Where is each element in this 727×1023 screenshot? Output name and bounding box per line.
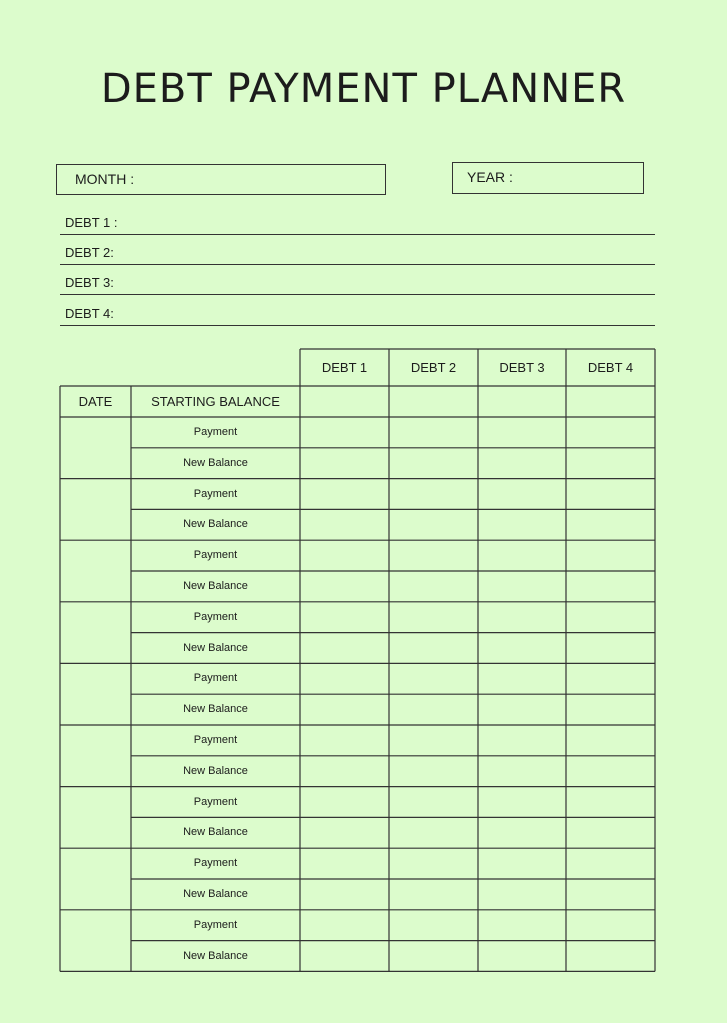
new-balance-row-label: New Balance bbox=[183, 949, 248, 962]
debt-line-label: DEBT 2: bbox=[65, 245, 114, 260]
payment-row-label: Payment bbox=[193, 610, 238, 623]
new-balance-row-label: New Balance bbox=[183, 456, 248, 469]
new-balance-row-label: New Balance bbox=[183, 888, 248, 900]
year-label: YEAR : bbox=[467, 169, 513, 185]
payment-row-label: Payment bbox=[193, 857, 238, 870]
debt-column-header: DEBT 4 bbox=[587, 360, 634, 375]
starting-balance-column-header: STARTING BALANCE bbox=[151, 394, 280, 409]
new-balance-row-label: New Balance bbox=[183, 703, 248, 716]
date-column-header: DATE bbox=[78, 394, 113, 409]
payment-row-label: Payment bbox=[193, 487, 238, 500]
debt-column-header: DEBT 3 bbox=[499, 360, 545, 375]
new-balance-row-label: New Balance bbox=[183, 764, 248, 777]
new-balance-row-label: New Balance bbox=[183, 826, 248, 839]
new-balance-row-label: New Balance bbox=[183, 580, 248, 592]
debt-line-label: DEBT 1 : bbox=[65, 215, 118, 230]
debt-line-label: DEBT 3: bbox=[65, 275, 114, 290]
debt-line-label: DEBT 4: bbox=[65, 306, 114, 321]
page-title: DEBT PAYMENT PLANNER bbox=[100, 66, 627, 112]
new-balance-row-label: New Balance bbox=[183, 641, 248, 654]
payment-row-label: Payment bbox=[193, 795, 238, 808]
payment-row-label: Payment bbox=[193, 549, 238, 562]
debt-column-header: DEBT 1 bbox=[321, 360, 368, 375]
month-label: MONTH : bbox=[75, 171, 135, 187]
new-balance-row-label: New Balance bbox=[183, 518, 248, 531]
payment-row-label: Payment bbox=[193, 672, 238, 685]
payment-row-label: Payment bbox=[193, 426, 238, 438]
payment-row-label: Payment bbox=[193, 734, 238, 746]
debt-column-header: DEBT 2 bbox=[410, 360, 457, 375]
payment-row-label: Payment bbox=[193, 918, 238, 931]
